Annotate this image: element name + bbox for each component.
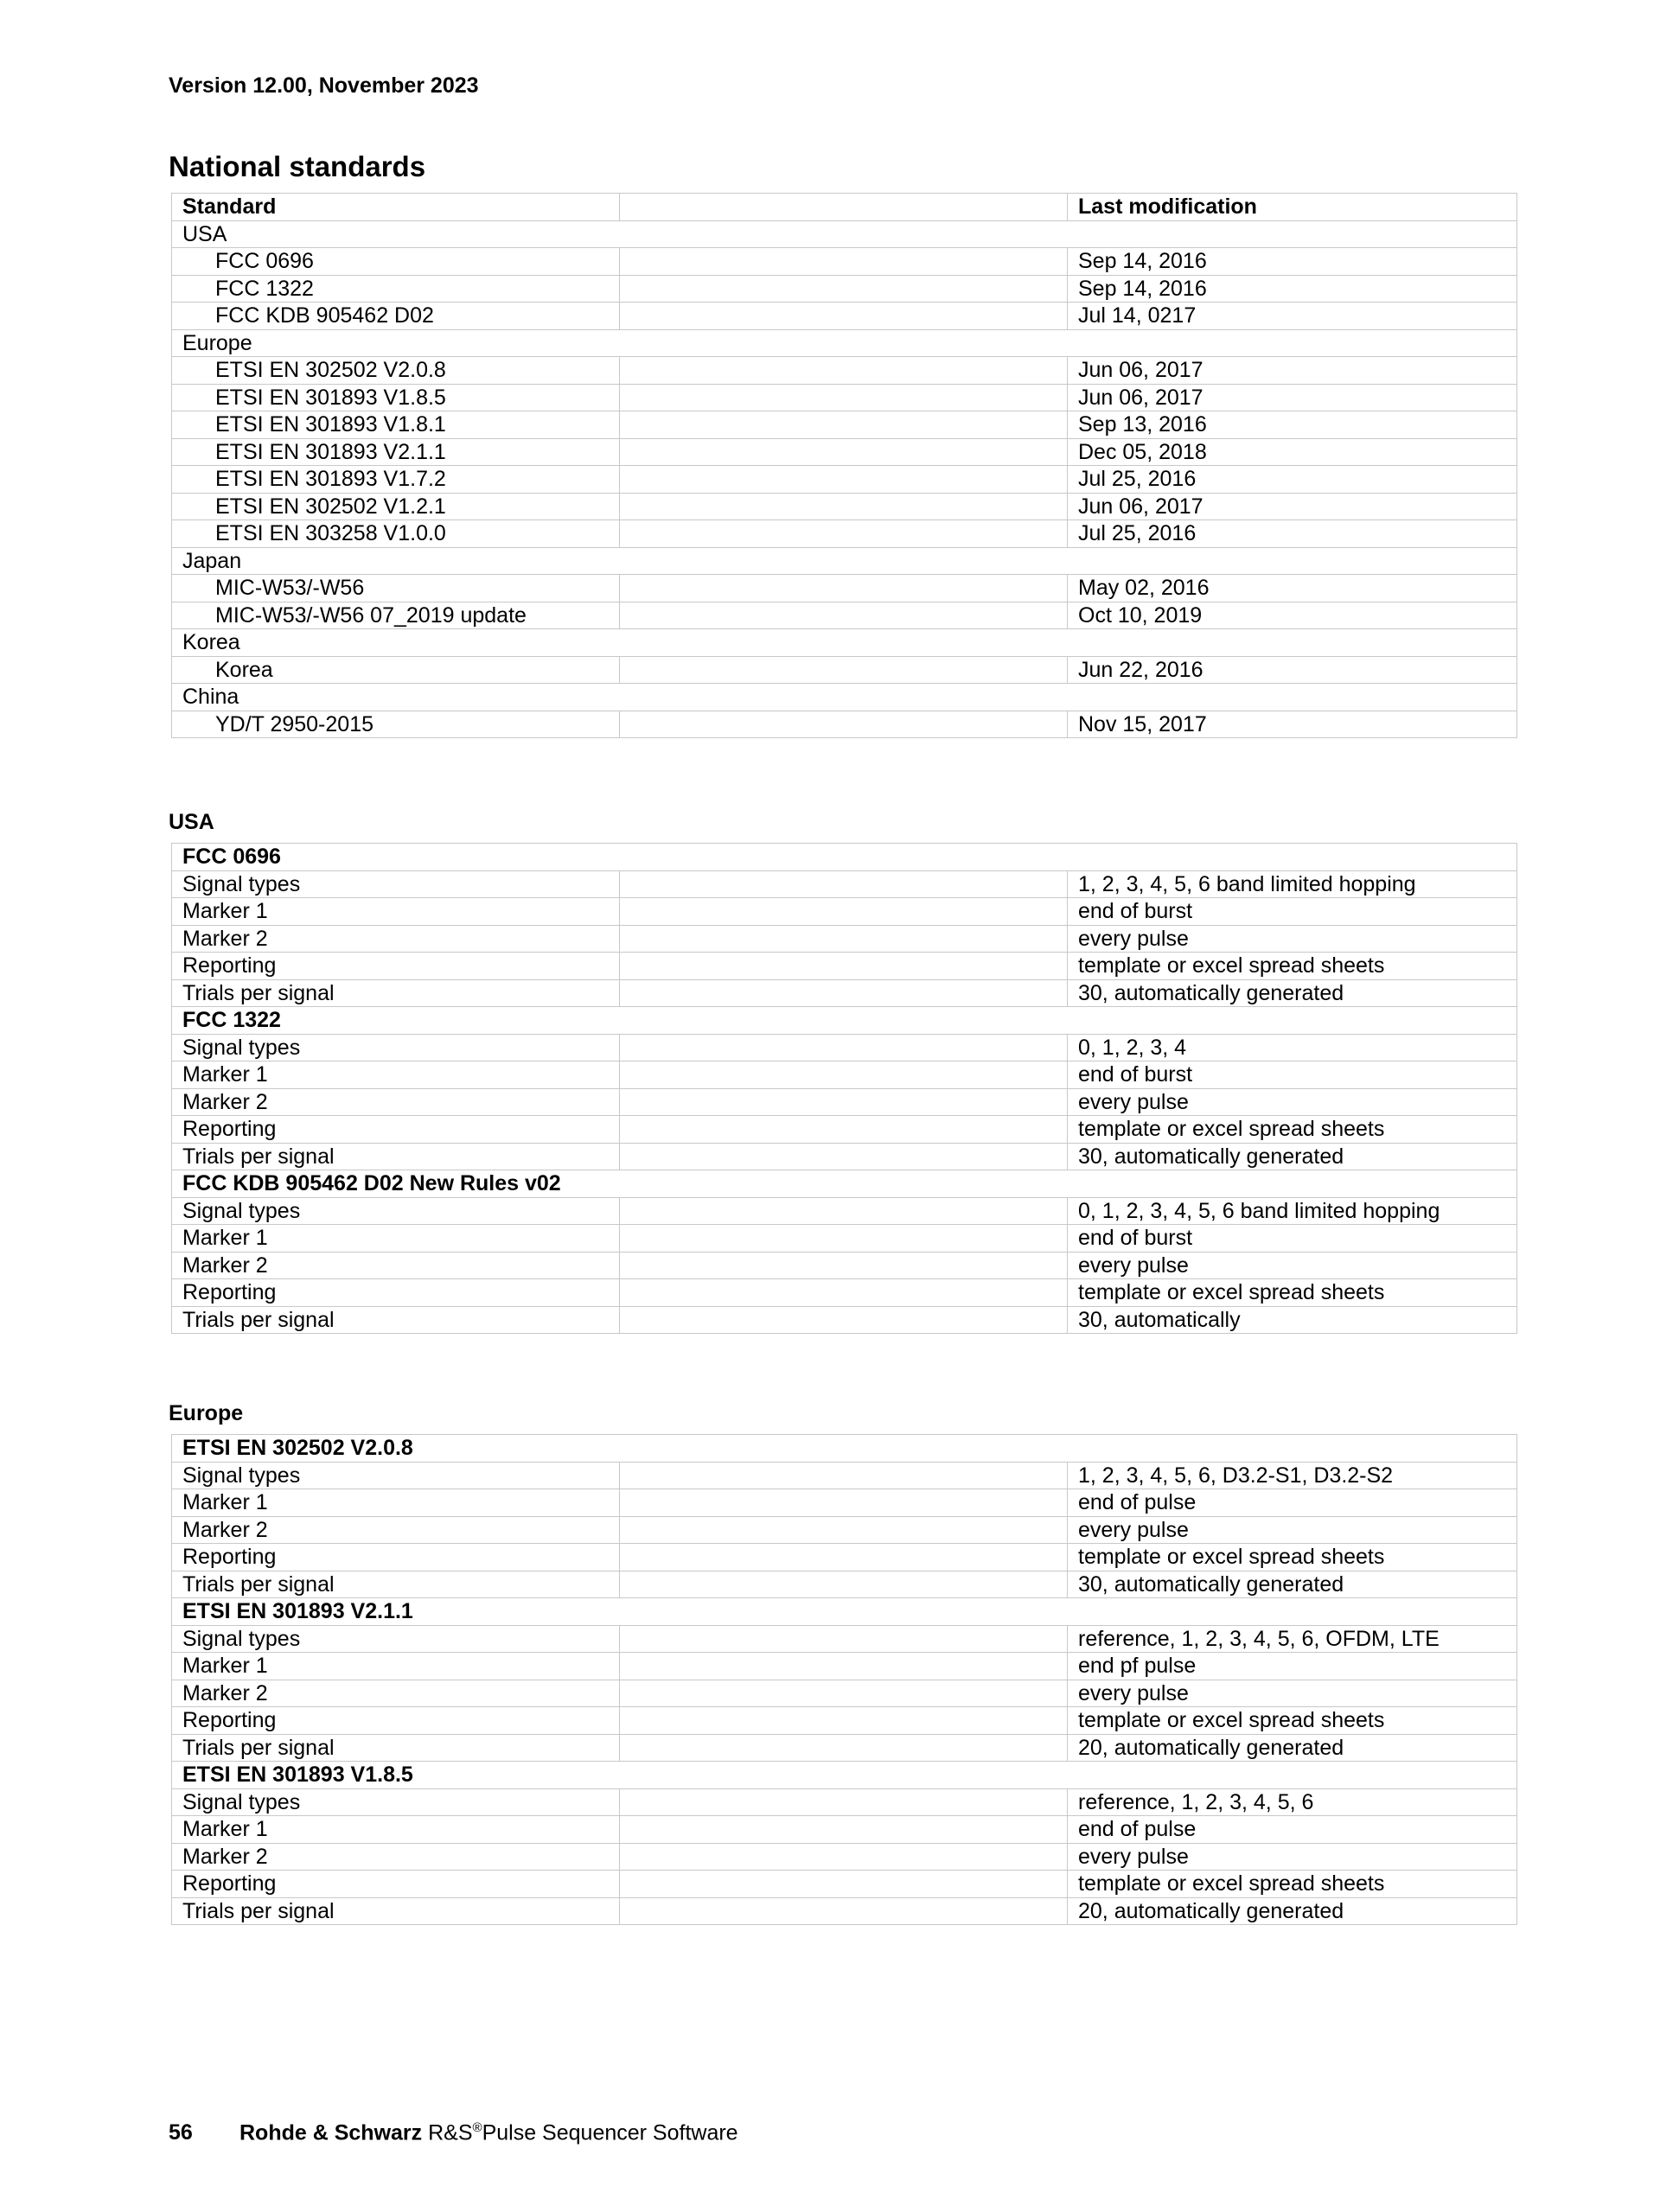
- empty-cell: [620, 275, 1068, 303]
- last-modification-date: Sep 13, 2016: [1068, 411, 1517, 439]
- table-header-row: [172, 194, 1517, 221]
- last-modification-date: Jun 06, 2017: [1068, 357, 1517, 385]
- table-row: [172, 248, 1517, 276]
- standard-name: ETSI EN 302502 V1.2.1: [172, 493, 620, 520]
- property-value: end of burst: [1068, 1225, 1517, 1253]
- property-label: Marker 2: [172, 1088, 620, 1116]
- empty-cell: [620, 925, 1068, 953]
- property-value: every pulse: [1068, 1680, 1517, 1707]
- empty-cell: [620, 520, 1068, 548]
- standard-header-row: [172, 1762, 1517, 1789]
- table-row: [172, 898, 1517, 926]
- product-prefix: R&S: [428, 2120, 473, 2145]
- table-row: [172, 1544, 1517, 1571]
- table-row: [172, 1143, 1517, 1170]
- property-label: Marker 1: [172, 1653, 620, 1680]
- table-row: [172, 1734, 1517, 1762]
- last-modification-date: Jun 22, 2016: [1068, 656, 1517, 684]
- last-modification-date: Jun 06, 2017: [1068, 384, 1517, 411]
- last-modification-date: Sep 14, 2016: [1068, 248, 1517, 276]
- standard-header-row: [172, 1170, 1517, 1198]
- property-label: Reporting: [172, 1279, 620, 1307]
- empty-cell: [620, 411, 1068, 439]
- property-value: 30, automatically: [1068, 1306, 1517, 1334]
- empty-cell: [620, 1571, 1068, 1598]
- table-row: [172, 357, 1517, 385]
- property-label: Reporting: [172, 1871, 620, 1898]
- property-label: Signal types: [172, 1034, 620, 1061]
- standard-name: ETSI EN 301893 V1.8.1: [172, 411, 620, 439]
- property-label: Marker 1: [172, 1816, 620, 1844]
- property-value: template or excel spread sheets: [1068, 1544, 1517, 1571]
- property-value: 0, 1, 2, 3, 4: [1068, 1034, 1517, 1061]
- property-value: 1, 2, 3, 4, 5, 6 band limited hopping: [1068, 870, 1517, 898]
- table-row: [172, 1252, 1517, 1279]
- page-title: National standards: [169, 150, 426, 182]
- empty-cell: [620, 575, 1068, 602]
- standard-name: ETSI EN 301893 V2.1.1: [172, 438, 620, 466]
- property-value: template or excel spread sheets: [1068, 953, 1517, 980]
- empty-cell: [620, 898, 1068, 926]
- empty-cell: [620, 357, 1068, 385]
- property-label: Marker 1: [172, 1225, 620, 1253]
- table-row: [172, 275, 1517, 303]
- property-value: every pulse: [1068, 925, 1517, 953]
- property-value: 20, automatically generated: [1068, 1897, 1517, 1925]
- table-row: [172, 1843, 1517, 1871]
- table-row: [172, 870, 1517, 898]
- last-modification-date: May 02, 2016: [1068, 575, 1517, 602]
- property-label: Signal types: [172, 1788, 620, 1816]
- table-row: [172, 1034, 1517, 1061]
- property-label: Marker 2: [172, 1680, 620, 1707]
- table-row: [172, 1625, 1517, 1653]
- table-row: [172, 925, 1517, 953]
- property-value: every pulse: [1068, 1088, 1517, 1116]
- empty-cell: [620, 1034, 1068, 1061]
- usa-standards-table: [171, 843, 1517, 1334]
- product-name: Pulse Sequencer Software: [482, 2120, 738, 2145]
- region-row: [172, 329, 1517, 357]
- table-row: [172, 1816, 1517, 1844]
- property-value: end of burst: [1068, 1061, 1517, 1089]
- standard-header-row: [172, 1435, 1517, 1463]
- column-header-empty: [620, 194, 1068, 221]
- empty-cell: [620, 1306, 1068, 1334]
- table-row: [172, 411, 1517, 439]
- table-row: [172, 1462, 1517, 1489]
- property-label: Signal types: [172, 1462, 620, 1489]
- property-label: Trials per signal: [172, 1897, 620, 1925]
- standard-name: ETSI EN 303258 V1.0.0: [172, 520, 620, 548]
- empty-cell: [620, 1788, 1068, 1816]
- region-row: [172, 684, 1517, 711]
- property-value: 1, 2, 3, 4, 5, 6, D3.2-S1, D3.2-S2: [1068, 1462, 1517, 1489]
- standard-name: ETSI EN 302502 V2.0.8: [172, 357, 620, 385]
- empty-cell: [620, 1143, 1068, 1170]
- empty-cell: [620, 1279, 1068, 1307]
- property-value: 30, automatically generated: [1068, 979, 1517, 1007]
- empty-cell: [620, 1061, 1068, 1089]
- empty-cell: [620, 1544, 1068, 1571]
- region-row: [172, 220, 1517, 248]
- table-row: [172, 1571, 1517, 1598]
- property-label: Reporting: [172, 1116, 620, 1144]
- standard-name: ETSI EN 301893 V1.7.2: [172, 466, 620, 494]
- property-label: Signal types: [172, 1197, 620, 1225]
- table-row: [172, 656, 1517, 684]
- standard-title: FCC KDB 905462 D02 New Rules v02: [172, 1170, 1517, 1198]
- property-label: Trials per signal: [172, 979, 620, 1007]
- property-value: end of pulse: [1068, 1489, 1517, 1517]
- empty-cell: [620, 1516, 1068, 1544]
- last-modification-date: Oct 10, 2019: [1068, 602, 1517, 629]
- table-row: [172, 1653, 1517, 1680]
- table-row: [172, 953, 1517, 980]
- property-value: every pulse: [1068, 1843, 1517, 1871]
- empty-cell: [620, 438, 1068, 466]
- table-row: [172, 1788, 1517, 1816]
- empty-cell: [620, 1225, 1068, 1253]
- table-row: [172, 1897, 1517, 1925]
- property-value: template or excel spread sheets: [1068, 1707, 1517, 1735]
- company-name: Rohde & Schwarz: [239, 2120, 423, 2145]
- last-modification-date: Nov 15, 2017: [1068, 711, 1517, 738]
- table-row: [172, 1707, 1517, 1735]
- property-value: end of pulse: [1068, 1816, 1517, 1844]
- standard-header-row: [172, 1007, 1517, 1035]
- property-label: Marker 2: [172, 925, 620, 953]
- region-name: USA: [172, 220, 1517, 248]
- property-value: 30, automatically generated: [1068, 1571, 1517, 1598]
- property-label: Signal types: [172, 1625, 620, 1653]
- property-label: Trials per signal: [172, 1571, 620, 1598]
- standard-name: FCC KDB 905462 D02: [172, 303, 620, 330]
- standard-name: Korea: [172, 656, 620, 684]
- empty-cell: [620, 248, 1068, 276]
- standard-title: FCC 1322: [172, 1007, 1517, 1035]
- empty-cell: [620, 870, 1068, 898]
- table-row: [172, 466, 1517, 494]
- table-row: [172, 384, 1517, 411]
- property-value: template or excel spread sheets: [1068, 1279, 1517, 1307]
- empty-cell: [620, 1707, 1068, 1735]
- national-standards-table: [171, 193, 1517, 738]
- property-label: Reporting: [172, 1707, 620, 1735]
- europe-standards-table: [171, 1434, 1517, 1925]
- table-row: [172, 1225, 1517, 1253]
- table-row: [172, 979, 1517, 1007]
- table-row: [172, 1489, 1517, 1517]
- last-modification-date: Jul 25, 2016: [1068, 466, 1517, 494]
- property-value: every pulse: [1068, 1516, 1517, 1544]
- europe-section-title: Europe: [169, 1401, 244, 1425]
- property-value: every pulse: [1068, 1252, 1517, 1279]
- property-label: Marker 2: [172, 1252, 620, 1279]
- empty-cell: [620, 303, 1068, 330]
- page-number: 56: [169, 2120, 193, 2145]
- empty-cell: [620, 1116, 1068, 1144]
- empty-cell: [620, 602, 1068, 629]
- standard-name: YD/T 2950-2015: [172, 711, 620, 738]
- standard-title: ETSI EN 301893 V1.8.5: [172, 1762, 1517, 1789]
- table-row: [172, 438, 1517, 466]
- property-value: end pf pulse: [1068, 1653, 1517, 1680]
- property-label: Reporting: [172, 953, 620, 980]
- table-row: [172, 303, 1517, 330]
- standard-name: MIC-W53/-W56 07_2019 update: [172, 602, 620, 629]
- empty-cell: [620, 1088, 1068, 1116]
- empty-cell: [620, 384, 1068, 411]
- property-value: end of burst: [1068, 898, 1517, 926]
- region-row: [172, 547, 1517, 575]
- property-value: template or excel spread sheets: [1068, 1871, 1517, 1898]
- last-modification-date: Jun 06, 2017: [1068, 493, 1517, 520]
- table-row: [172, 711, 1517, 738]
- standard-name: ETSI EN 301893 V1.8.5: [172, 384, 620, 411]
- column-header-standard: Standard: [172, 194, 620, 221]
- empty-cell: [620, 656, 1068, 684]
- empty-cell: [620, 1897, 1068, 1925]
- table-row: [172, 602, 1517, 629]
- last-modification-date: Jul 14, 0217: [1068, 303, 1517, 330]
- standard-header-row: [172, 1598, 1517, 1626]
- empty-cell: [620, 1843, 1068, 1871]
- table-row: [172, 1088, 1517, 1116]
- column-header-last-modification: Last modification: [1068, 194, 1517, 221]
- standard-title: FCC 0696: [172, 844, 1517, 871]
- property-value: 20, automatically generated: [1068, 1734, 1517, 1762]
- region-name: Japan: [172, 547, 1517, 575]
- property-value: reference, 1, 2, 3, 4, 5, 6, OFDM, LTE: [1068, 1625, 1517, 1653]
- page-footer: [169, 2120, 738, 2145]
- region-name: China: [172, 684, 1517, 711]
- table-row: [172, 1306, 1517, 1334]
- region-row: [172, 629, 1517, 657]
- empty-cell: [620, 1625, 1068, 1653]
- property-value: reference, 1, 2, 3, 4, 5, 6: [1068, 1788, 1517, 1816]
- last-modification-date: Dec 05, 2018: [1068, 438, 1517, 466]
- table-row: [172, 575, 1517, 602]
- table-row: [172, 1516, 1517, 1544]
- region-name: Korea: [172, 629, 1517, 657]
- region-name: Europe: [172, 329, 1517, 357]
- standard-header-row: [172, 844, 1517, 871]
- property-label: Marker 2: [172, 1843, 620, 1871]
- table-row: [172, 1680, 1517, 1707]
- standard-name: FCC 0696: [172, 248, 620, 276]
- property-value: template or excel spread sheets: [1068, 1116, 1517, 1144]
- empty-cell: [620, 711, 1068, 738]
- table-row: [172, 1871, 1517, 1898]
- standard-name: FCC 1322: [172, 275, 620, 303]
- table-row: [172, 493, 1517, 520]
- property-label: Signal types: [172, 870, 620, 898]
- property-label: Trials per signal: [172, 1734, 620, 1762]
- standard-title: ETSI EN 302502 V2.0.8: [172, 1435, 1517, 1463]
- property-value: 0, 1, 2, 3, 4, 5, 6 band limited hopping: [1068, 1197, 1517, 1225]
- property-label: Reporting: [172, 1544, 620, 1571]
- last-modification-date: Jul 25, 2016: [1068, 520, 1517, 548]
- property-label: Trials per signal: [172, 1143, 620, 1170]
- property-value: 30, automatically generated: [1068, 1143, 1517, 1170]
- property-label: Marker 1: [172, 1489, 620, 1517]
- version-header: Version 12.00, November 2023: [169, 73, 479, 98]
- empty-cell: [620, 979, 1068, 1007]
- empty-cell: [620, 1489, 1068, 1517]
- empty-cell: [620, 1871, 1068, 1898]
- standard-name: MIC-W53/-W56: [172, 575, 620, 602]
- empty-cell: [620, 1680, 1068, 1707]
- table-row: [172, 1061, 1517, 1089]
- table-row: [172, 520, 1517, 548]
- empty-cell: [620, 493, 1068, 520]
- registered-mark: ®: [472, 2120, 482, 2135]
- property-label: Marker 1: [172, 898, 620, 926]
- empty-cell: [620, 1197, 1068, 1225]
- table-row: [172, 1197, 1517, 1225]
- property-label: Marker 1: [172, 1061, 620, 1089]
- empty-cell: [620, 466, 1068, 494]
- empty-cell: [620, 1816, 1068, 1844]
- last-modification-date: Sep 14, 2016: [1068, 275, 1517, 303]
- table-row: [172, 1279, 1517, 1307]
- empty-cell: [620, 1653, 1068, 1680]
- standard-title: ETSI EN 301893 V2.1.1: [172, 1598, 1517, 1626]
- empty-cell: [620, 1252, 1068, 1279]
- property-label: Trials per signal: [172, 1306, 620, 1334]
- empty-cell: [620, 953, 1068, 980]
- empty-cell: [620, 1462, 1068, 1489]
- property-label: Marker 2: [172, 1516, 620, 1544]
- empty-cell: [620, 1734, 1068, 1762]
- table-row: [172, 1116, 1517, 1144]
- usa-section-title: USA: [169, 810, 214, 834]
